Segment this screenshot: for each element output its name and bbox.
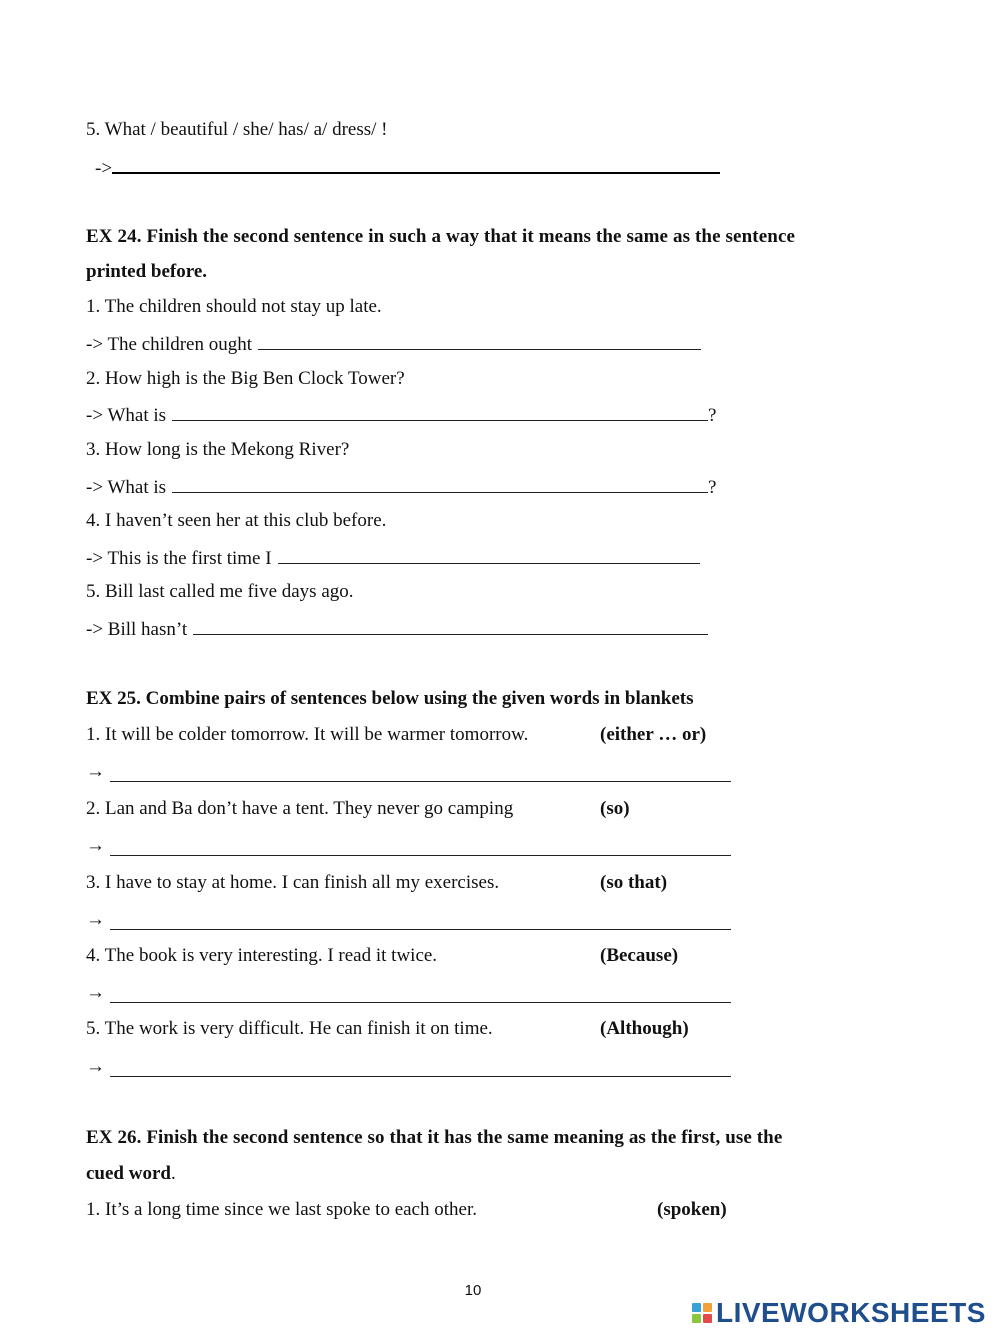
answer-blank[interactable] — [258, 331, 701, 350]
answer-prefix: -> — [95, 158, 113, 179]
ex26-question-1: 1. It’s a long time since we last spoke to each other. — [86, 1199, 477, 1220]
ex26-title-line1: EX 26. Finish the second sentence so that it has the same meaning as the first, use the — [86, 1127, 783, 1148]
ex24-question-5: 5. Bill last called me five days ago. — [86, 581, 354, 602]
answer-blank[interactable] — [110, 855, 731, 856]
answer-blank[interactable] — [172, 402, 708, 421]
logo-square — [692, 1314, 701, 1323]
ex25-question-5: 5. The work is very difficult. He can finish it on time. — [86, 1018, 493, 1039]
ex24-title-line1: EX 24. Finish the second sentence in such a way that it means the same as the sentence — [86, 226, 796, 247]
ex25-cue-3: (so that) — [600, 872, 668, 893]
answer-blank[interactable] — [110, 1076, 731, 1077]
ex24-answer-1 — [86, 331, 701, 357]
page-number: 10 — [464, 1282, 482, 1299]
arrow-icon: → — [86, 909, 105, 930]
ex26-title-line2 — [86, 1162, 176, 1186]
ex24-question-2: 2. How high is the Big Ben Clock Tower? — [86, 368, 405, 389]
ex25-cue-1: (either … or) — [600, 724, 707, 745]
ex25-answer-1 — [86, 760, 731, 784]
ex25-cue-5: (Although) — [600, 1018, 689, 1039]
answer-prefix: -> This is the first time I — [86, 548, 272, 569]
logo-square — [692, 1303, 701, 1312]
ex24-question-4: 4. I haven’t seen her at this club before. — [86, 510, 387, 531]
answer-blank[interactable] — [172, 474, 708, 493]
prev-item-5: 5. What / beautiful / she/ has/ a/ dress/ ! — [86, 119, 388, 140]
answer-end: ? — [708, 477, 717, 498]
arrow-icon: → — [86, 982, 105, 1003]
ex24-answer-4 — [86, 545, 700, 571]
answer-blank[interactable] — [110, 781, 731, 782]
ex24-answer-5 — [86, 616, 708, 642]
ex25-cue-4: (Because) — [600, 945, 679, 966]
title-period: . — [170, 1163, 176, 1184]
ex25-question-4: 4. The book is very interesting. I read it twice. — [86, 945, 438, 966]
ex25-question-3: 3. I have to stay at home. I can finish all my exercises. — [86, 872, 500, 893]
answer-prefix: -> Bill hasn’t — [86, 619, 188, 640]
answer-prefix: -> What is — [86, 405, 167, 426]
ex25-question-2: 2. Lan and Ba don’t have a tent. They never go camping — [86, 798, 514, 819]
answer-blank[interactable] — [193, 616, 708, 635]
ex24-question-1: 1. The children should not stay up late. — [86, 296, 382, 317]
arrow-icon: → — [86, 761, 105, 782]
ex26-cue-1: (spoken) — [657, 1199, 727, 1220]
arrow-icon: → — [86, 1056, 105, 1077]
arrow-icon: → — [86, 835, 105, 856]
ex25-question-1: 1. It will be colder tomorrow. It will be warmer tomorrow. — [86, 724, 529, 745]
ex24-question-3: 3. How long is the Mekong River? — [86, 439, 350, 460]
ex24-answer-3 — [86, 474, 716, 500]
answer-blank[interactable] — [112, 154, 720, 174]
ex25-title: EX 25. Combine pairs of sentences below using the given words in blankets — [86, 688, 694, 709]
answer-blank[interactable] — [278, 545, 700, 564]
ex25-answer-4 — [86, 981, 731, 1005]
answer-end: ? — [708, 405, 717, 426]
logo-icon — [692, 1303, 712, 1323]
ex24-title-line2: printed before. — [86, 261, 208, 282]
cued-word-label: cued word — [86, 1163, 171, 1184]
ex25-cue-2: (so) — [600, 798, 630, 819]
answer-blank[interactable] — [110, 929, 731, 930]
liveworksheets-logo — [692, 1296, 986, 1330]
ex25-answer-2 — [86, 834, 731, 858]
answer-blank[interactable] — [110, 1002, 731, 1003]
answer-prefix: -> The children ought — [86, 334, 253, 355]
answer-prefix: -> What is — [86, 477, 167, 498]
brand-name: LIVEWORKSHEETS — [716, 1297, 986, 1328]
logo-square — [703, 1314, 712, 1323]
ex25-answer-5 — [86, 1055, 731, 1079]
ex25-answer-3 — [86, 908, 731, 932]
logo-square — [703, 1303, 712, 1312]
ex24-answer-2 — [86, 402, 716, 428]
prev-item-5-answer — [95, 154, 720, 181]
